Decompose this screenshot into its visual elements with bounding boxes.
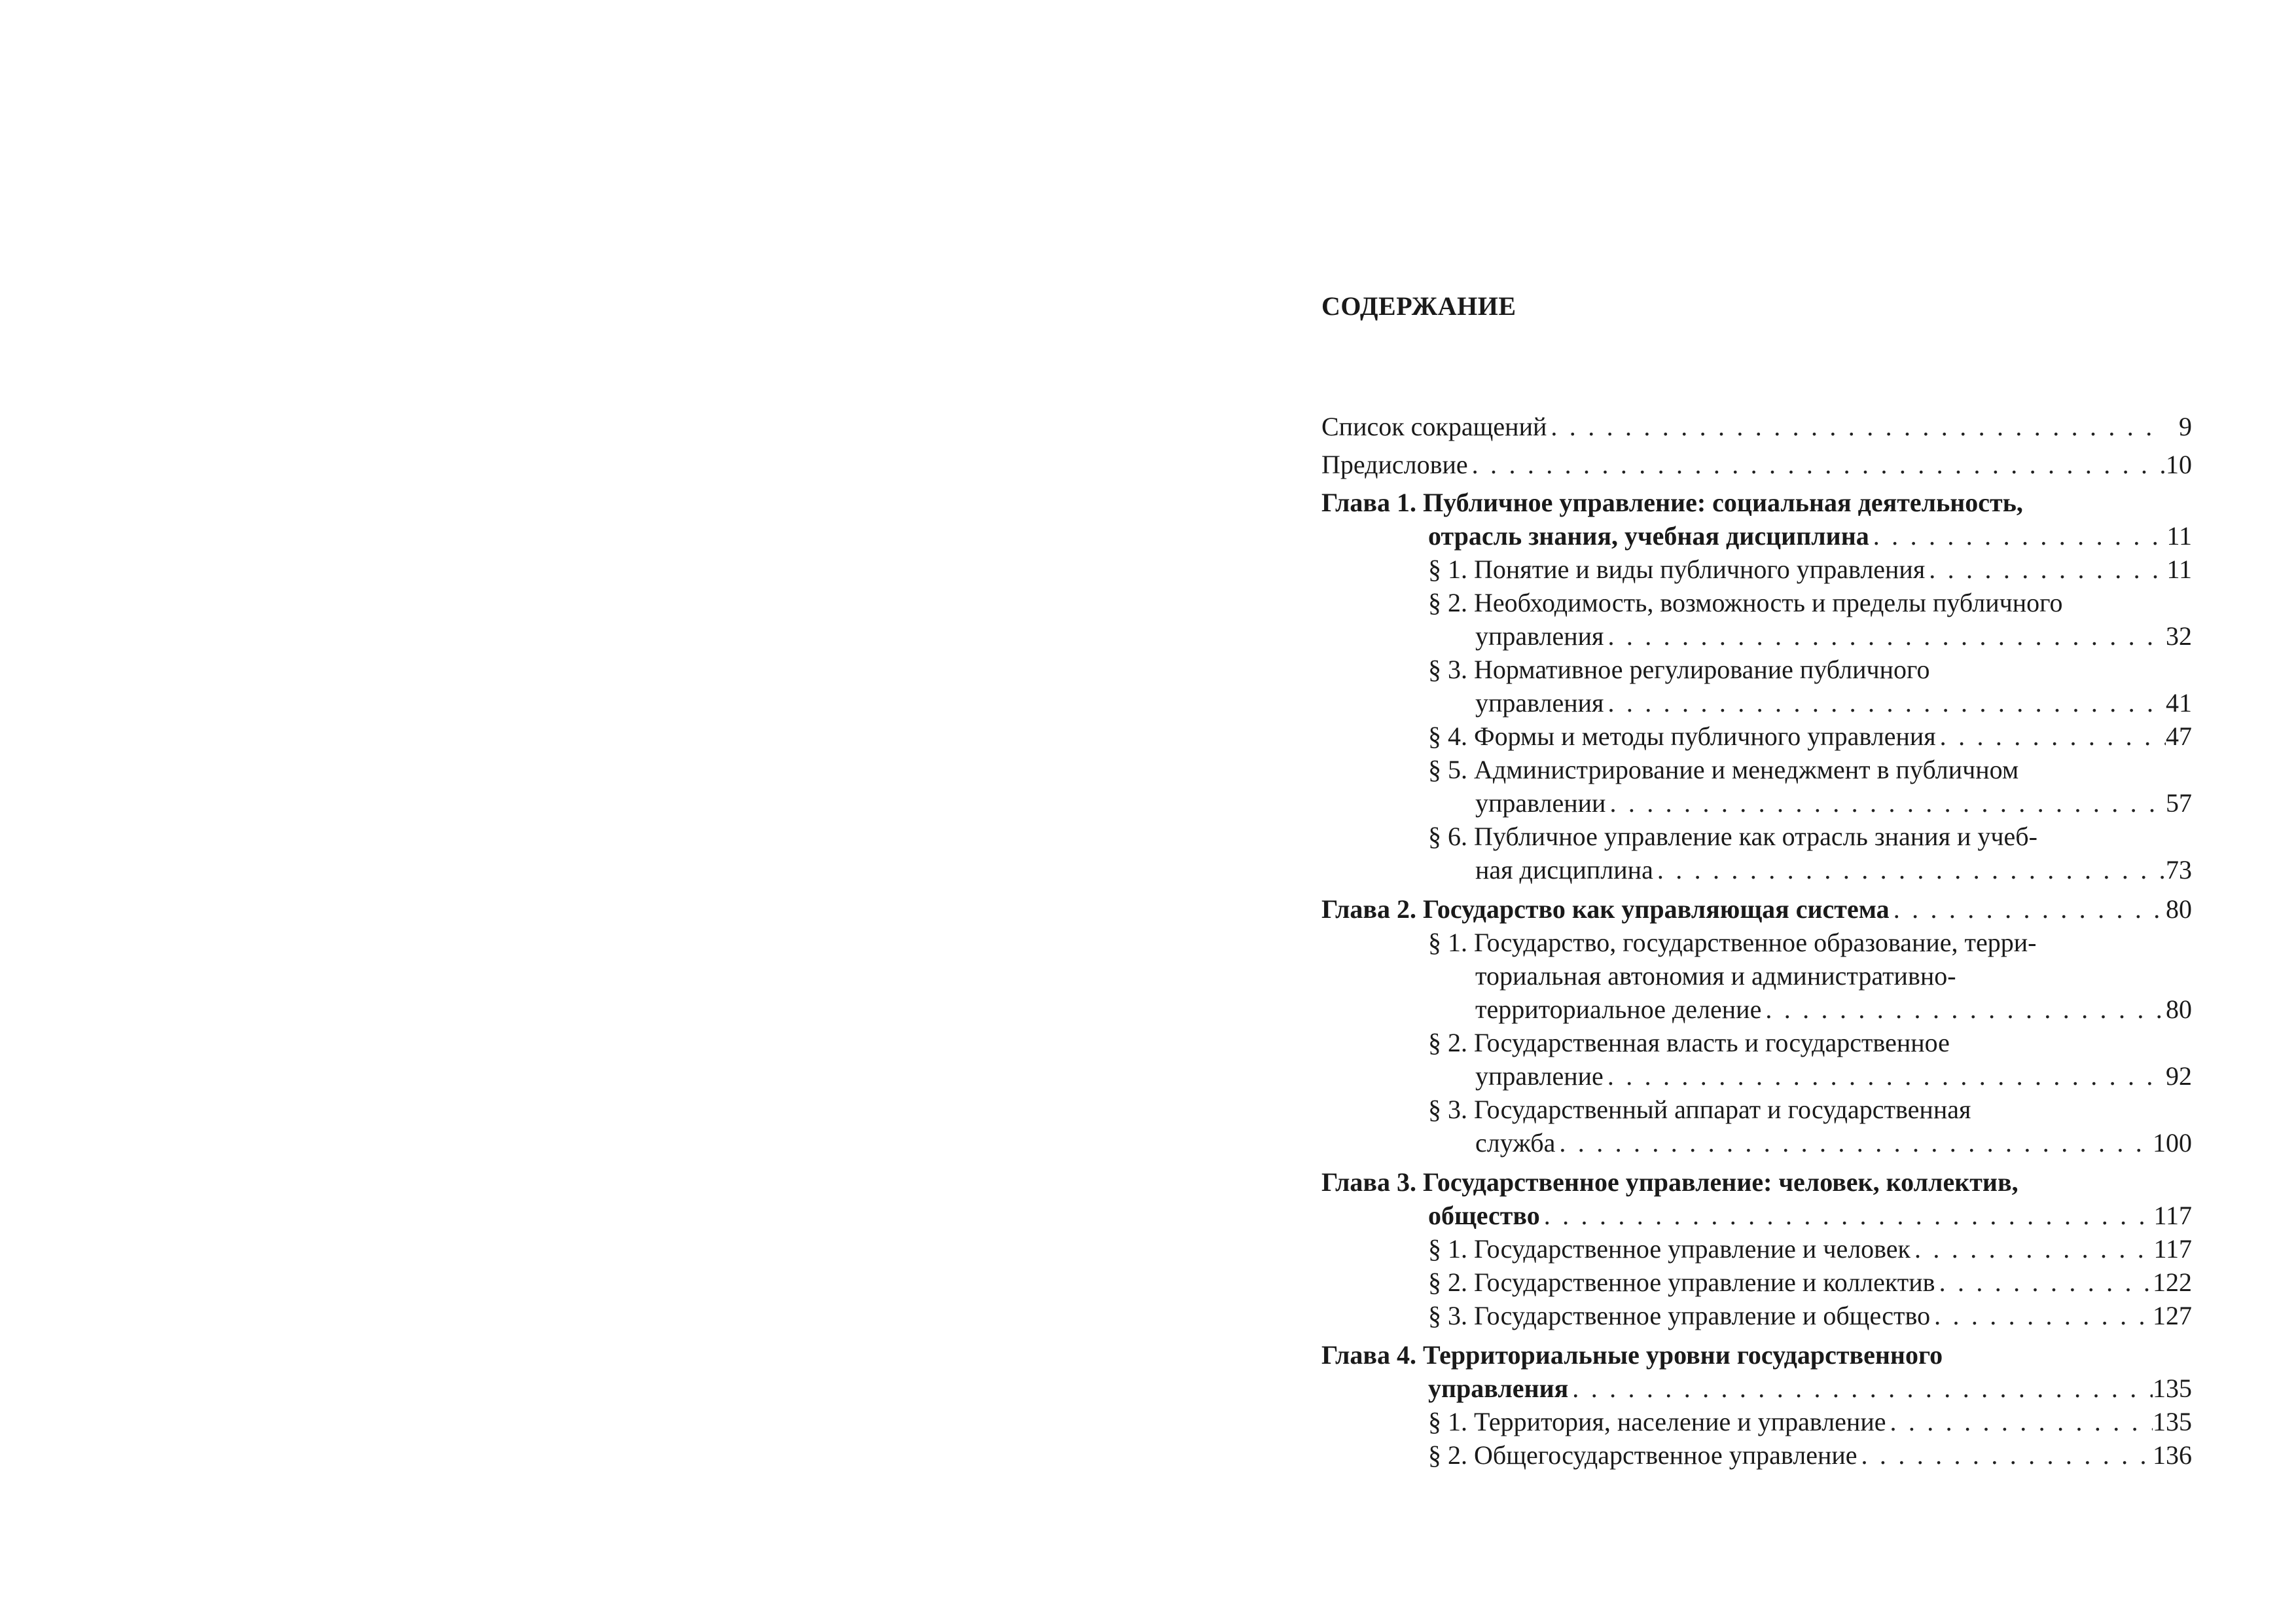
toc-entry-page: 117	[2153, 1201, 2192, 1230]
toc-section-title: § 2. Необходимость, возможность и пределы публичного	[1428, 588, 2063, 617]
toc-chapter-title: Глава 4. Территориальные уровни государственного	[1321, 1340, 1943, 1370]
toc-section-2-2[interactable]	[1321, 1026, 2192, 1093]
toc-chapter-title-cont: общество	[1428, 1201, 1540, 1230]
toc-section-3-1[interactable]	[1321, 1232, 2192, 1266]
toc-entry-page: 80	[2166, 994, 2192, 1024]
toc-entry-page: 100	[2153, 1128, 2192, 1158]
toc-section-2-3[interactable]	[1321, 1093, 2192, 1159]
toc-chapter-title: Глава 3. Государственное управление: человек, коллектив,	[1321, 1167, 2018, 1197]
toc-chapter-title: Глава 2. Государство как управляющая система	[1321, 894, 1890, 924]
toc-entry-page: 135	[2153, 1374, 2192, 1403]
toc-entry-page: 11	[2166, 521, 2192, 551]
toc-section-title: § 1. Государственное управление и человек	[1428, 1234, 1910, 1264]
toc-entry-page: 122	[2153, 1267, 2192, 1297]
toc-section-1-4[interactable]	[1321, 720, 2192, 753]
dot-leader	[1869, 519, 2166, 553]
toc-entry-title: Список сокращений	[1321, 412, 1547, 441]
dot-leader	[1886, 1405, 2153, 1438]
dot-leader	[1540, 1199, 2154, 1232]
table-of-contents	[1321, 410, 2192, 1472]
dot-leader	[1604, 686, 2166, 720]
toc-section-1-2[interactable]	[1321, 586, 2192, 653]
toc-chapter-1[interactable]	[1321, 486, 2192, 553]
toc-section-title: § 5. Администрирование и менеджмент в публичном	[1428, 755, 2019, 784]
toc-entry-title: Предисловие	[1321, 450, 1468, 479]
toc-entry-page: 10	[2166, 450, 2192, 479]
toc-section-title-cont: управления	[1475, 688, 1604, 718]
toc-entry-page: 32	[2166, 621, 2192, 651]
toc-section-title: § 2. Государственная власть и государственное	[1428, 1028, 1950, 1057]
dot-leader	[1605, 786, 2166, 820]
toc-section-title-cont: ториальная автономия и административно-	[1475, 961, 1956, 991]
toc-section-1-1[interactable]	[1321, 553, 2192, 586]
toc-entry-page: 41	[2166, 688, 2192, 718]
dot-leader	[1653, 853, 2166, 886]
toc-section-2-1[interactable]	[1321, 926, 2192, 1026]
toc-section-title: § 3. Государственный аппарат и государственная	[1428, 1095, 1971, 1124]
toc-section-title-cont: территориальное деление	[1475, 994, 1762, 1024]
dot-leader	[1547, 410, 2166, 443]
toc-chapter-title-cont: отрасль знания, учебная дисциплина	[1428, 521, 1869, 551]
toc-entry-page: 136	[2153, 1440, 2192, 1470]
toc-section-title-cont: служба	[1475, 1128, 1556, 1158]
toc-section-title: § 3. Нормативное регулирование публичного	[1428, 655, 1930, 684]
toc-entry-page: 117	[2153, 1234, 2192, 1264]
dot-leader	[1468, 448, 2166, 481]
toc-entry-page: 73	[2166, 855, 2192, 884]
toc-section-title: § 3. Государственное управление и общество	[1428, 1301, 1931, 1330]
toc-entry-abbreviations[interactable]	[1321, 410, 2192, 443]
dot-leader	[1890, 892, 2166, 926]
toc-section-title-cont: управления	[1475, 621, 1604, 651]
toc-section-title-cont: ная дисциплина	[1475, 855, 1653, 884]
dot-leader	[1930, 1299, 2153, 1332]
toc-entry-page: 80	[2166, 894, 2192, 924]
toc-section-title: § 2. Государственное управление и коллектив	[1428, 1267, 1935, 1297]
toc-section-title: § 1. Территория, население и управление	[1428, 1407, 1886, 1436]
dot-leader	[1604, 1059, 2166, 1093]
dot-leader	[1761, 993, 2166, 1026]
toc-chapter-3[interactable]	[1321, 1165, 2192, 1232]
toc-section-1-6[interactable]	[1321, 820, 2192, 886]
dot-leader	[1936, 720, 2166, 753]
toc-entry-page: 11	[2166, 555, 2192, 584]
right-page	[1148, 0, 2296, 1623]
toc-chapter-title-cont: управления	[1428, 1374, 1569, 1403]
toc-section-4-1[interactable]	[1321, 1405, 2192, 1438]
toc-entry-page: 135	[2153, 1407, 2192, 1436]
dot-leader	[1857, 1438, 2153, 1472]
toc-chapter-title: Глава 1. Публичное управление: социальная деятельность,	[1321, 488, 2023, 517]
toc-entry-page: 47	[2166, 721, 2192, 751]
toc-section-title: § 4. Формы и методы публичного управления	[1428, 721, 1936, 751]
toc-section-title: § 1. Государство, государственное образование, терри-	[1428, 928, 2037, 957]
dot-leader	[1935, 1266, 2153, 1299]
toc-section-title-cont: управление	[1475, 1061, 1604, 1091]
toc-entry-page: 92	[2166, 1061, 2192, 1091]
toc-section-title: § 6. Публичное управление как отрасль знания и учеб-	[1428, 822, 2037, 851]
dot-leader	[1910, 1232, 2153, 1266]
toc-section-title: § 1. Понятие и виды публичного управления	[1428, 555, 1926, 584]
toc-chapter-2[interactable]	[1321, 892, 2192, 926]
toc-section-3-3[interactable]	[1321, 1299, 2192, 1332]
toc-section-1-3[interactable]	[1321, 653, 2192, 720]
dot-leader	[1555, 1126, 2153, 1159]
toc-chapter-4[interactable]	[1321, 1338, 2192, 1405]
toc-entry-preface[interactable]	[1321, 448, 2192, 481]
toc-section-title-cont: управлении	[1475, 788, 1606, 818]
dot-leader	[1568, 1372, 2153, 1405]
dot-leader	[1925, 553, 2166, 586]
toc-entry-page: 57	[2166, 788, 2192, 818]
toc-entry-page: 127	[2153, 1301, 2192, 1330]
toc-section-title: § 2. Общегосударственное управление	[1428, 1440, 1857, 1470]
toc-section-4-2[interactable]	[1321, 1438, 2192, 1472]
toc-entry-page: 9	[2179, 412, 2192, 441]
toc-section-3-2[interactable]	[1321, 1266, 2192, 1299]
toc-section-1-5[interactable]	[1321, 753, 2192, 820]
dot-leader	[1604, 619, 2166, 653]
toc-heading: СОДЕРЖАНИЕ	[1321, 291, 1516, 321]
